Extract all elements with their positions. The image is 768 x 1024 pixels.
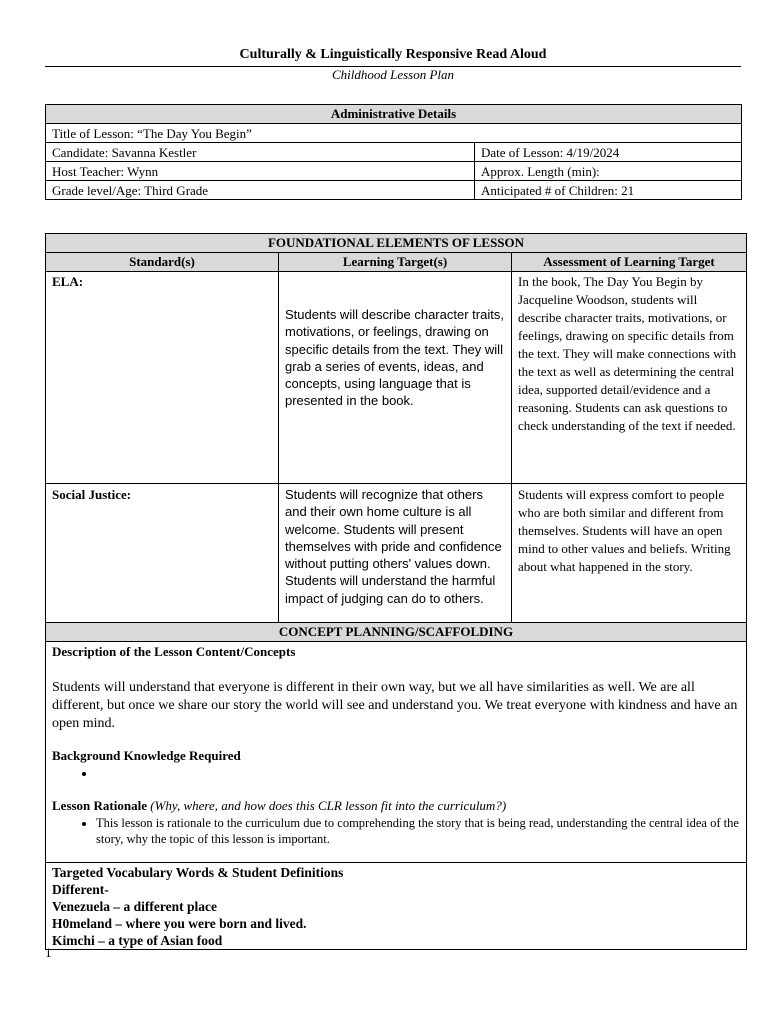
vocabulary-word: H0meland – where you were born and lived. [52, 916, 307, 931]
assessment-column-header: Assessment of Learning Target [512, 253, 747, 272]
document-subtitle: Childhood Lesson Plan [331, 67, 455, 82]
ela-learning-target: Students will describe character traits, motivations, or feelings, drawing on specific details from the text. They will grab a series of events, ideas, and concepts, using language that is presented in the book. [279, 272, 512, 484]
vocabulary-section [46, 863, 747, 950]
foundational-elements-table [45, 233, 747, 950]
ela-standard: ELA: [46, 272, 279, 484]
approx-length: Approx. Length (min): [475, 162, 742, 181]
title-of-lesson: Title of Lesson: “The Day You Begin” [46, 124, 742, 143]
foundational-heading: FOUNDATIONAL ELEMENTS OF LESSON [46, 234, 747, 253]
grade-level: Grade level/Age: Third Grade [46, 181, 475, 200]
ela-assessment: In the book, The Day You Begin by Jacqueline Woodson, students will describe character traits, motivations, or feelings, drawing on specific details from the text. They will make connections with the text as well as determining the central idea, supported detail/evidence and a reasoning. Students can ask questions to check understanding of the text if needed. [512, 272, 747, 484]
social-justice-assessment: Students will express comfort to people who are both similar and different from themselves. Students will have an open mind to other values and beliefs. Writing about what happened in the story. [512, 484, 747, 623]
anticipated-children: Anticipated # of Children: 21 [475, 181, 742, 200]
standards-column-header: Standard(s) [46, 253, 279, 272]
concept-section [46, 642, 747, 863]
vocabulary-word: Different- [52, 882, 109, 897]
background-list [52, 765, 740, 783]
administrative-details-table [45, 104, 742, 200]
host-teacher: Host Teacher: Wynn [46, 162, 475, 181]
admin-heading: Administrative Details [46, 105, 742, 124]
vocabulary-word: Venezuela – a different place [52, 899, 217, 914]
rationale-prompt: (Why, where, and how does this CLR lesson fit into the curriculum?) [150, 798, 507, 813]
vocabulary-heading: Targeted Vocabulary Words & Student Definitions [52, 865, 344, 880]
candidate: Candidate: Savanna Kestler [46, 143, 475, 162]
background-item [96, 765, 740, 783]
rationale-heading [52, 797, 740, 815]
targets-column-header: Learning Target(s) [279, 253, 512, 272]
rationale-label: Lesson Rationale [52, 798, 147, 813]
rationale-list [52, 815, 740, 847]
document-title: Culturally & Linguistically Responsive Read Aloud [239, 47, 547, 62]
description-label: Description of the Lesson Content/Concepts [52, 644, 296, 659]
social-justice-learning-target: Students will recognize that others and their own home culture is all welcome. Students will present themselves with pride and confidence without putting others' values down. Students will understand the harmful impact of judging can do to others. [279, 484, 512, 623]
vocabulary-word: Kimchi – a type of Asian food [52, 933, 223, 948]
social-justice-standard: Social Justice: [46, 484, 279, 623]
date-of-lesson: Date of Lesson: 4/19/2024 [475, 143, 742, 162]
background-label: Background Knowledge Required [52, 748, 241, 763]
description-text: Students will understand that everyone is different in their own way, but we all have similarities as well. We are all different, but once we share our story the world will see and understand you. We treat everyone with kindness and have an open mind. [52, 680, 738, 731]
concept-heading: CONCEPT PLANNING/SCAFFOLDING [46, 623, 747, 642]
rationale-item: • This lesson is rationale to the curriculum due to comprehending the story that is being read, understanding the central idea of the story, why the topic of this lesson is important. [96, 815, 740, 847]
page-number: 1 [45, 945, 52, 960]
